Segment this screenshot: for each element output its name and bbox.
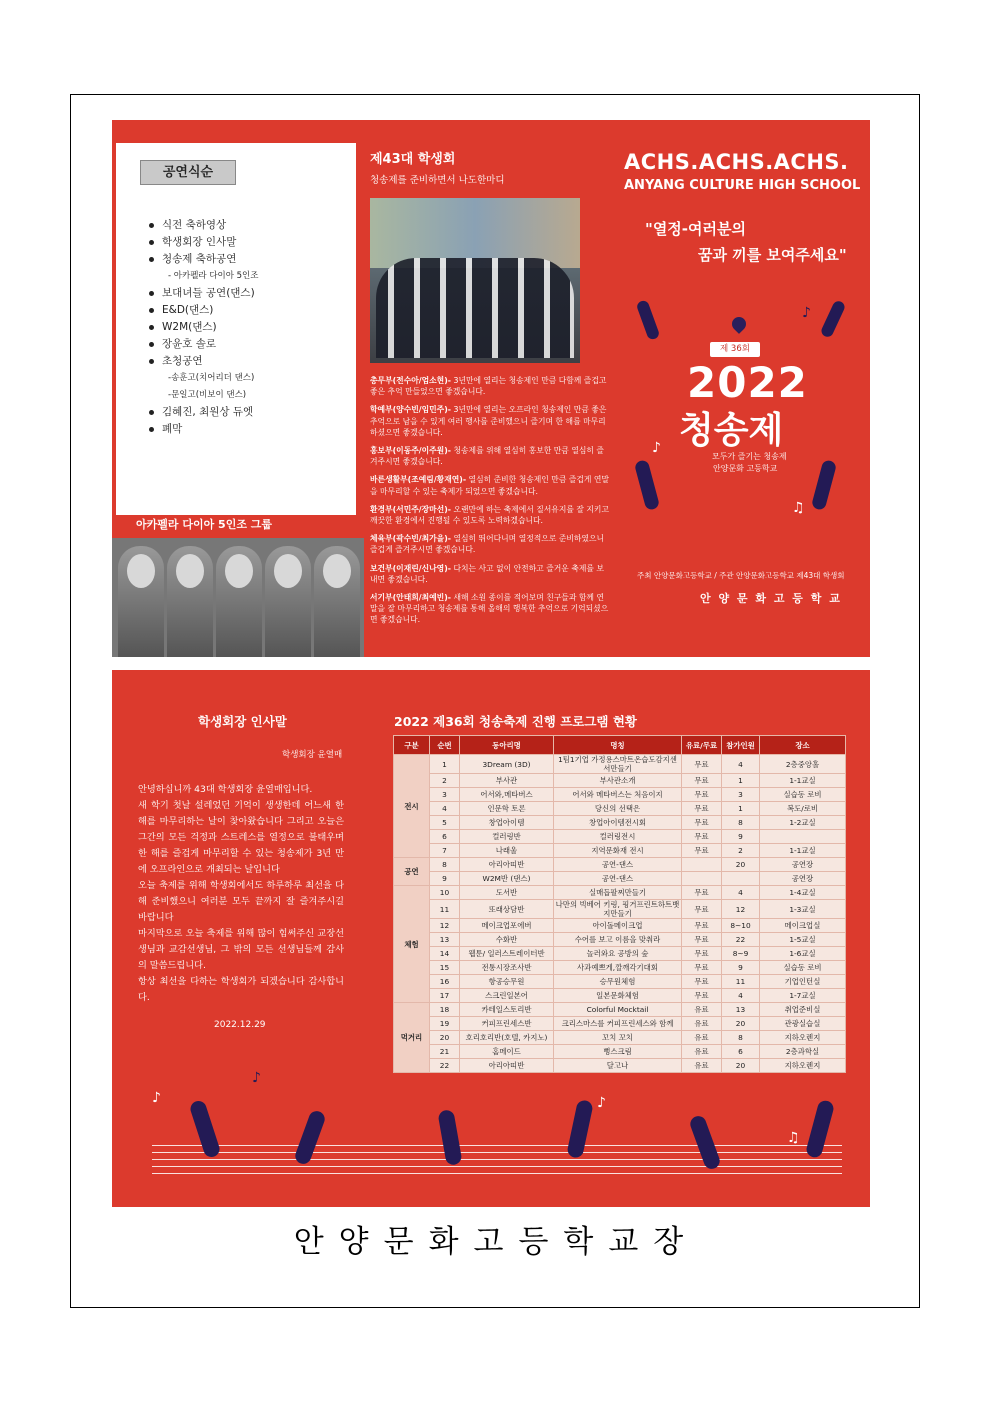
slogan-line-2: 꿈과 끼를 보여주세요": [698, 246, 847, 264]
dancer-figure: [634, 459, 660, 511]
performance-order-box: [116, 143, 356, 515]
department-text: 3년만에 열리는 청송제인 만큼 다함께 즐겁고 좋은 추억 만들었으면 좋겠습니다.: [370, 376, 607, 397]
greeting-date: 2022.12.29: [214, 1020, 266, 1030]
table-row: [394, 1045, 846, 1059]
table-cell: 1팀1기업 가정용스마트온습도감지센서만들기: [554, 755, 682, 774]
table-cell: 1: [722, 802, 760, 816]
order-item: 장윤호 솔로: [162, 336, 258, 353]
music-note-icon: ♪: [597, 1095, 606, 1111]
table-cell: 인문학 토론: [460, 802, 554, 816]
table-cell: 12: [430, 919, 460, 933]
table-cell: 8: [430, 858, 460, 872]
table-cell: 아리아띠반: [460, 1059, 554, 1073]
table-cell: 3: [722, 788, 760, 802]
department-text: 청송제를 위해 열심히 홍보한 만큼 열심히 즐겨주시면 좋겠습니다.: [370, 446, 604, 467]
table-cell: 부사관소개: [554, 774, 682, 788]
program-title: 2022 제36회 청송축제 진행 프로그램 현황: [394, 714, 637, 729]
table-cell: 7: [430, 844, 460, 858]
table-cell: 2층중앙홀: [760, 755, 846, 774]
department-name: 서기부(안태희/최예빈)-: [370, 593, 451, 603]
table-cell: 16: [430, 975, 460, 989]
brochure-inner-panel: [112, 670, 870, 1207]
department-message: [370, 563, 610, 585]
table-cell: 무료: [682, 933, 722, 947]
table-header-cell: 장소: [760, 736, 846, 755]
festival-name: 청송제: [679, 410, 784, 451]
table-cell: 20: [722, 1017, 760, 1031]
table-cell: 크리스마스를 커피프린세스와 함께: [554, 1017, 682, 1031]
dancer-figure: [820, 299, 847, 339]
table-cell: 21: [430, 1045, 460, 1059]
table-cell: 수어를 보고 이름을 맞춰라: [554, 933, 682, 947]
table-row: [394, 886, 846, 900]
table-row: [394, 802, 846, 816]
table-cell: 무료: [682, 961, 722, 975]
student-council-title: 제43대 학생회: [370, 152, 456, 167]
principal-signature: 안양문화고등학교장: [293, 1224, 699, 1260]
table-cell: 5: [430, 816, 460, 830]
table-cell: 20: [430, 1031, 460, 1045]
table-cell: 나만의 빅베어 키링, 핑거프린트하트뱃지만들기: [554, 900, 682, 919]
department-text: 새해 소원 종이를 적어보며 친구들과 함께 연말을 잘 마무리하고 청송제를 통해 올해의 행복한 추억으로 기억되셨으면 좋겠습니다.: [370, 593, 609, 625]
table-cell: 기업인턴실: [760, 975, 846, 989]
order-item: -송훈고(치어리더 댄스): [168, 373, 255, 383]
table-cell: 공연장: [760, 872, 846, 886]
dancer-figure: [811, 459, 837, 511]
order-item: 폐막: [162, 421, 258, 438]
table-cell: 홈메이드: [460, 1045, 554, 1059]
table-cell: 4: [430, 802, 460, 816]
category-cell: 전시: [394, 755, 430, 858]
table-cell: [722, 872, 760, 886]
greeting-title: 학생회장 인사말: [198, 714, 287, 729]
table-row: [394, 755, 846, 774]
table-cell: 2층과학실: [760, 1045, 846, 1059]
table-cell: 1-3교실: [760, 900, 846, 919]
table-cell: [682, 872, 722, 886]
table-cell: W2M반 (댄스): [460, 872, 554, 886]
table-cell: 8: [722, 816, 760, 830]
department-text: 다치는 사고 없이 안전하고 즐거운 축제를 보내면 좋겠습니다.: [370, 563, 604, 584]
table-cell: 뻥스크림: [554, 1045, 682, 1059]
table-row: [394, 816, 846, 830]
table-cell: 8~9: [722, 947, 760, 961]
school-brand-repeat: ACHS.ACHS.ACHS.: [624, 150, 849, 174]
table-cell: 11: [722, 975, 760, 989]
table-row: [394, 858, 846, 872]
table-cell: 취업준비실: [760, 1003, 846, 1017]
department-name: 홍보부(이동주/이주원)-: [370, 446, 451, 456]
student-council-photo: [370, 198, 580, 363]
table-cell: [760, 830, 846, 844]
table-cell: 19: [430, 1017, 460, 1031]
order-item: E&D(댄스): [162, 302, 258, 319]
table-cell: 13: [430, 933, 460, 947]
table-cell: 1-2교실: [760, 816, 846, 830]
table-cell: 메이크업실: [760, 919, 846, 933]
table-cell: 어서와 메타버스는 처음이지: [554, 788, 682, 802]
department-name: 학예부(양수빈/임민주)-: [370, 405, 451, 415]
table-cell: 나래울: [460, 844, 554, 858]
table-header-cell: 유료/무료: [682, 736, 722, 755]
table-row: [394, 1059, 846, 1073]
table-cell: 전통시장조사반: [460, 961, 554, 975]
table-row: [394, 1031, 846, 1045]
table-cell: 1-1교실: [760, 774, 846, 788]
table-cell: 3Dream (3D): [460, 755, 554, 774]
table-row: [394, 961, 846, 975]
table-cell: 20: [722, 858, 760, 872]
table-cell: 창업아이템전시회: [554, 816, 682, 830]
table-cell: 무료: [682, 886, 722, 900]
table-cell: 8: [722, 1031, 760, 1045]
pin-icon: [729, 314, 749, 334]
table-cell: 유료: [682, 1003, 722, 1017]
table-cell: Colorful Mocktail: [554, 1003, 682, 1017]
table-cell: 무료: [682, 802, 722, 816]
greeting-paragraph: 마지막으로 오늘 축제를 위해 많이 힘써주신 교장선생님과 교감선생님, 그 밖의 모든 선생님들께 감사의 말씀드립니다.: [138, 928, 344, 971]
order-item: 김혜진, 최원상 듀엣: [162, 404, 258, 421]
table-cell: 항공승무원: [460, 975, 554, 989]
table-cell: 부사관: [460, 774, 554, 788]
table-cell: 9: [722, 961, 760, 975]
table-cell: 무료: [682, 989, 722, 1003]
table-row: [394, 830, 846, 844]
table-row: [394, 933, 846, 947]
table-cell: 17: [430, 989, 460, 1003]
table-row: [394, 774, 846, 788]
table-row: [394, 919, 846, 933]
table-cell: 무료: [682, 774, 722, 788]
festival-school: 안양문화 고등학교: [713, 464, 778, 473]
department-message: [370, 474, 610, 496]
table-cell: 유료: [682, 1059, 722, 1073]
table-cell: 컬러링전시: [554, 830, 682, 844]
table-cell: 2: [430, 774, 460, 788]
music-note-icon: ♪: [802, 305, 811, 321]
acapella-group-photo: [112, 538, 364, 657]
greeting-author: 학생회장 윤열매: [282, 750, 343, 760]
table-row: [394, 1017, 846, 1031]
table-cell: 실습동 로비: [760, 788, 846, 802]
table-cell: 4: [722, 989, 760, 1003]
department-text: 오랜만에 하는 축제에서 질서유지를 잘 지키고 깨끗한 환경에서 진행될 수 있도록 노력하겠습니다.: [370, 504, 609, 526]
department-name: 체육부(곽수빈/최가을)-: [370, 534, 451, 544]
table-cell: 18: [430, 1003, 460, 1017]
performance-order-list: [162, 217, 258, 438]
festival-tagline: 모두가 즐기는 청송제: [712, 452, 787, 461]
department-text: 열심히 준비한 청송제인 만큼 즐겁게 연말을 마무리할 수 있는 축제가 되었으면 좋겠습니다.: [370, 475, 609, 496]
order-item: W2M(댄스): [162, 319, 258, 336]
order-item: 청송제 축하공연: [162, 251, 258, 268]
table-cell: 12: [722, 900, 760, 919]
table-cell: 당신의 선택은: [554, 802, 682, 816]
music-note-icon: ♫: [792, 500, 805, 516]
table-row: [394, 788, 846, 802]
table-cell: 아리아띠반: [460, 858, 554, 872]
table-cell: 무료: [682, 919, 722, 933]
table-cell: 지하오렌지: [760, 1059, 846, 1073]
table-row: [394, 900, 846, 919]
table-cell: 1: [722, 774, 760, 788]
table-cell: 무료: [682, 816, 722, 830]
music-note-icon: ♫: [787, 1130, 800, 1146]
table-cell: 4: [722, 886, 760, 900]
table-cell: 14: [430, 947, 460, 961]
school-brand-english: ANYANG CULTURE HIGH SCHOOL: [624, 178, 861, 193]
table-cell: 1-7교실: [760, 989, 846, 1003]
table-row: [394, 1003, 846, 1017]
table-row: [394, 872, 846, 886]
table-cell: 메이크업포에버: [460, 919, 554, 933]
edition-badge: 제 36회: [710, 342, 760, 357]
table-cell: 22: [722, 933, 760, 947]
table-cell: 9: [430, 872, 460, 886]
order-item: - 아카펠라 다이아 5인조: [168, 271, 259, 281]
table-cell: 어서와,메타버스: [460, 788, 554, 802]
table-cell: 20: [722, 1059, 760, 1073]
table-cell: 카테일스토리반: [460, 1003, 554, 1017]
greeting-paragraph: 새 학기 첫날 설레었던 기억이 생생한데 어느새 한 해를 마무리하는 날이 찾아왔습니다 그리고 오늘은 그간의 모든 걱정과 스트레스를 열정으로 불태우며 한 해를 즐겁게 마무리할 수 있는 청송제가 3년 만에 오프라인으로 개최되는 날입니다: [138, 800, 344, 875]
category-cell: 공연: [394, 858, 430, 886]
table-cell: 무료: [682, 788, 722, 802]
table-header-cell: 구분: [394, 736, 430, 755]
table-cell: 2: [722, 844, 760, 858]
table-cell: 1: [430, 755, 460, 774]
table-cell: 무료: [682, 975, 722, 989]
table-cell: 커피프린세스반: [460, 1017, 554, 1031]
table-row: [394, 844, 846, 858]
order-item: 보대녀들 공연(댄스): [162, 285, 258, 302]
table-cell: 22: [430, 1059, 460, 1073]
music-staff: [152, 1145, 842, 1185]
student-council-subtitle: 청송제를 준비하면서 나도한마디: [370, 175, 505, 186]
greeting-paragraph: 오늘 축제를 위해 학생회에서도 하루하루 최선을 다해 준비했으니 여러분 모두 끝까지 잘 즐겨주시길 바랍니다: [138, 880, 344, 923]
order-item: -문일고(비보이 댄스): [168, 390, 247, 400]
brochure-cover-panel: [112, 120, 870, 657]
table-cell: 무료: [682, 900, 722, 919]
table-cell: 수화반: [460, 933, 554, 947]
table-cell: 8~10: [722, 919, 760, 933]
table-cell: 유료: [682, 1031, 722, 1045]
music-note-icon: ♪: [652, 440, 661, 456]
category-cell: 먹거리: [394, 1003, 430, 1073]
table-header-cell: 순번: [430, 736, 460, 755]
table-cell: 3: [430, 788, 460, 802]
table-cell: 10: [430, 886, 460, 900]
category-cell: 체험: [394, 886, 430, 1003]
table-cell: 공연-댄스: [554, 872, 682, 886]
table-header-cell: 참가인원: [722, 736, 760, 755]
table-cell: 4: [722, 755, 760, 774]
department-message: [370, 592, 610, 626]
table-cell: 지역문화재 전시: [554, 844, 682, 858]
department-text: 3년만에 열리는 오프라인 청송제인 만큼 좋은 추억으로 남을 수 있게 여러 행사를 준비했으니 즐기며 한 해를 마무리 하셨으면 좋겠습니다.: [370, 405, 607, 437]
table-cell: 놀러와요 공방의 숲: [554, 947, 682, 961]
department-message: [370, 445, 610, 467]
table-cell: 창업아이템: [460, 816, 554, 830]
order-item: 학생회장 인사말: [162, 234, 258, 251]
table-cell: 무료: [682, 830, 722, 844]
table-cell: 무료: [682, 755, 722, 774]
table-cell: 1-5교실: [760, 933, 846, 947]
acapella-group-title: 아카펠라 다이아 5인조 그룹: [136, 518, 273, 531]
department-name: 바른생활부(조예림/황재연)-: [370, 475, 467, 485]
greeting-body: [138, 782, 344, 1006]
program-table: [393, 735, 846, 1073]
table-cell: 웹툰/ 일러스트레이터반: [460, 947, 554, 961]
order-item: 식전 축하영상: [162, 217, 258, 234]
table-cell: 또래상담반: [460, 900, 554, 919]
table-cell: 무료: [682, 947, 722, 961]
table-cell: 복도/로비: [760, 802, 846, 816]
table-cell: 지하오렌지: [760, 1031, 846, 1045]
table-row: [394, 947, 846, 961]
table-cell: 아이돌메이크업: [554, 919, 682, 933]
slogan-line-1: "열정-여러분의: [645, 220, 746, 238]
order-item: 초청공연: [162, 353, 258, 370]
department-message: [370, 533, 610, 555]
table-cell: 9: [722, 830, 760, 844]
table-header-cell: 동아리명: [460, 736, 554, 755]
table-cell: 15: [430, 961, 460, 975]
department-text: 열심히 뛰어다니며 열정적으로 준비하였으니 즐겁게 즐겨주시면 좋겠습니다.: [370, 534, 605, 555]
table-cell: 유료: [682, 1045, 722, 1059]
music-note-icon: ♪: [252, 1070, 261, 1086]
department-name: 총무부(전수아/엄소현)-: [370, 376, 451, 385]
table-cell: 1-4교실: [760, 886, 846, 900]
table-cell: 무료: [682, 844, 722, 858]
table-cell: 유료: [682, 1017, 722, 1031]
table-row: [394, 975, 846, 989]
greeting-paragraph: 안녕하십니까 43대 학생회장 윤열매입니다.: [138, 784, 313, 795]
music-note-icon: ♪: [152, 1090, 161, 1106]
department-name: 보건부(이재린/신나영)-: [370, 563, 451, 573]
table-row: [394, 989, 846, 1003]
table-cell: 실습동 로비: [760, 961, 846, 975]
table-header-cell: 명칭: [554, 736, 682, 755]
table-cell: 1-1교실: [760, 844, 846, 858]
table-cell: 사과예쁘게,깔깨각기대회: [554, 961, 682, 975]
table-cell: 컬러링반: [460, 830, 554, 844]
table-cell: [682, 858, 722, 872]
table-cell: 실매듭팔찌만들기: [554, 886, 682, 900]
table-cell: 6: [430, 830, 460, 844]
festival-year: 2022: [687, 358, 808, 407]
school-name: 안 양 문 화 고 등 학 교: [700, 592, 842, 605]
table-cell: 호리호리반(호텔, 카지노): [460, 1031, 554, 1045]
table-cell: 11: [430, 900, 460, 919]
department-name: 환경부(서민주/장마선)-: [370, 504, 451, 514]
table-cell: 승무원체험: [554, 975, 682, 989]
table-cell: 6: [722, 1045, 760, 1059]
department-messages: [370, 375, 610, 633]
performance-order-title: 공연식순: [140, 160, 236, 185]
dancer-figure: [636, 299, 661, 341]
department-message: [370, 404, 610, 438]
department-message: [370, 375, 610, 397]
table-cell: 13: [722, 1003, 760, 1017]
table-cell: 공연장: [760, 858, 846, 872]
table-cell: 1-6교실: [760, 947, 846, 961]
table-cell: 꼬치 꼬치: [554, 1031, 682, 1045]
table-cell: 공연-댄스: [554, 858, 682, 872]
greeting-paragraph: 항상 최선을 다하는 학생회가 되겠습니다 감사합니다.: [138, 976, 344, 1003]
department-message: [370, 504, 610, 526]
table-cell: 관광실습실: [760, 1017, 846, 1031]
table-cell: 도서반: [460, 886, 554, 900]
table-cell: 달고나: [554, 1059, 682, 1073]
festival-host: 주최 안양문화고등학교 / 주관 안양문화고등학교 제43대 학생회: [637, 571, 845, 580]
table-cell: 일본문화체험: [554, 989, 682, 1003]
table-cell: 스크린일본어: [460, 989, 554, 1003]
